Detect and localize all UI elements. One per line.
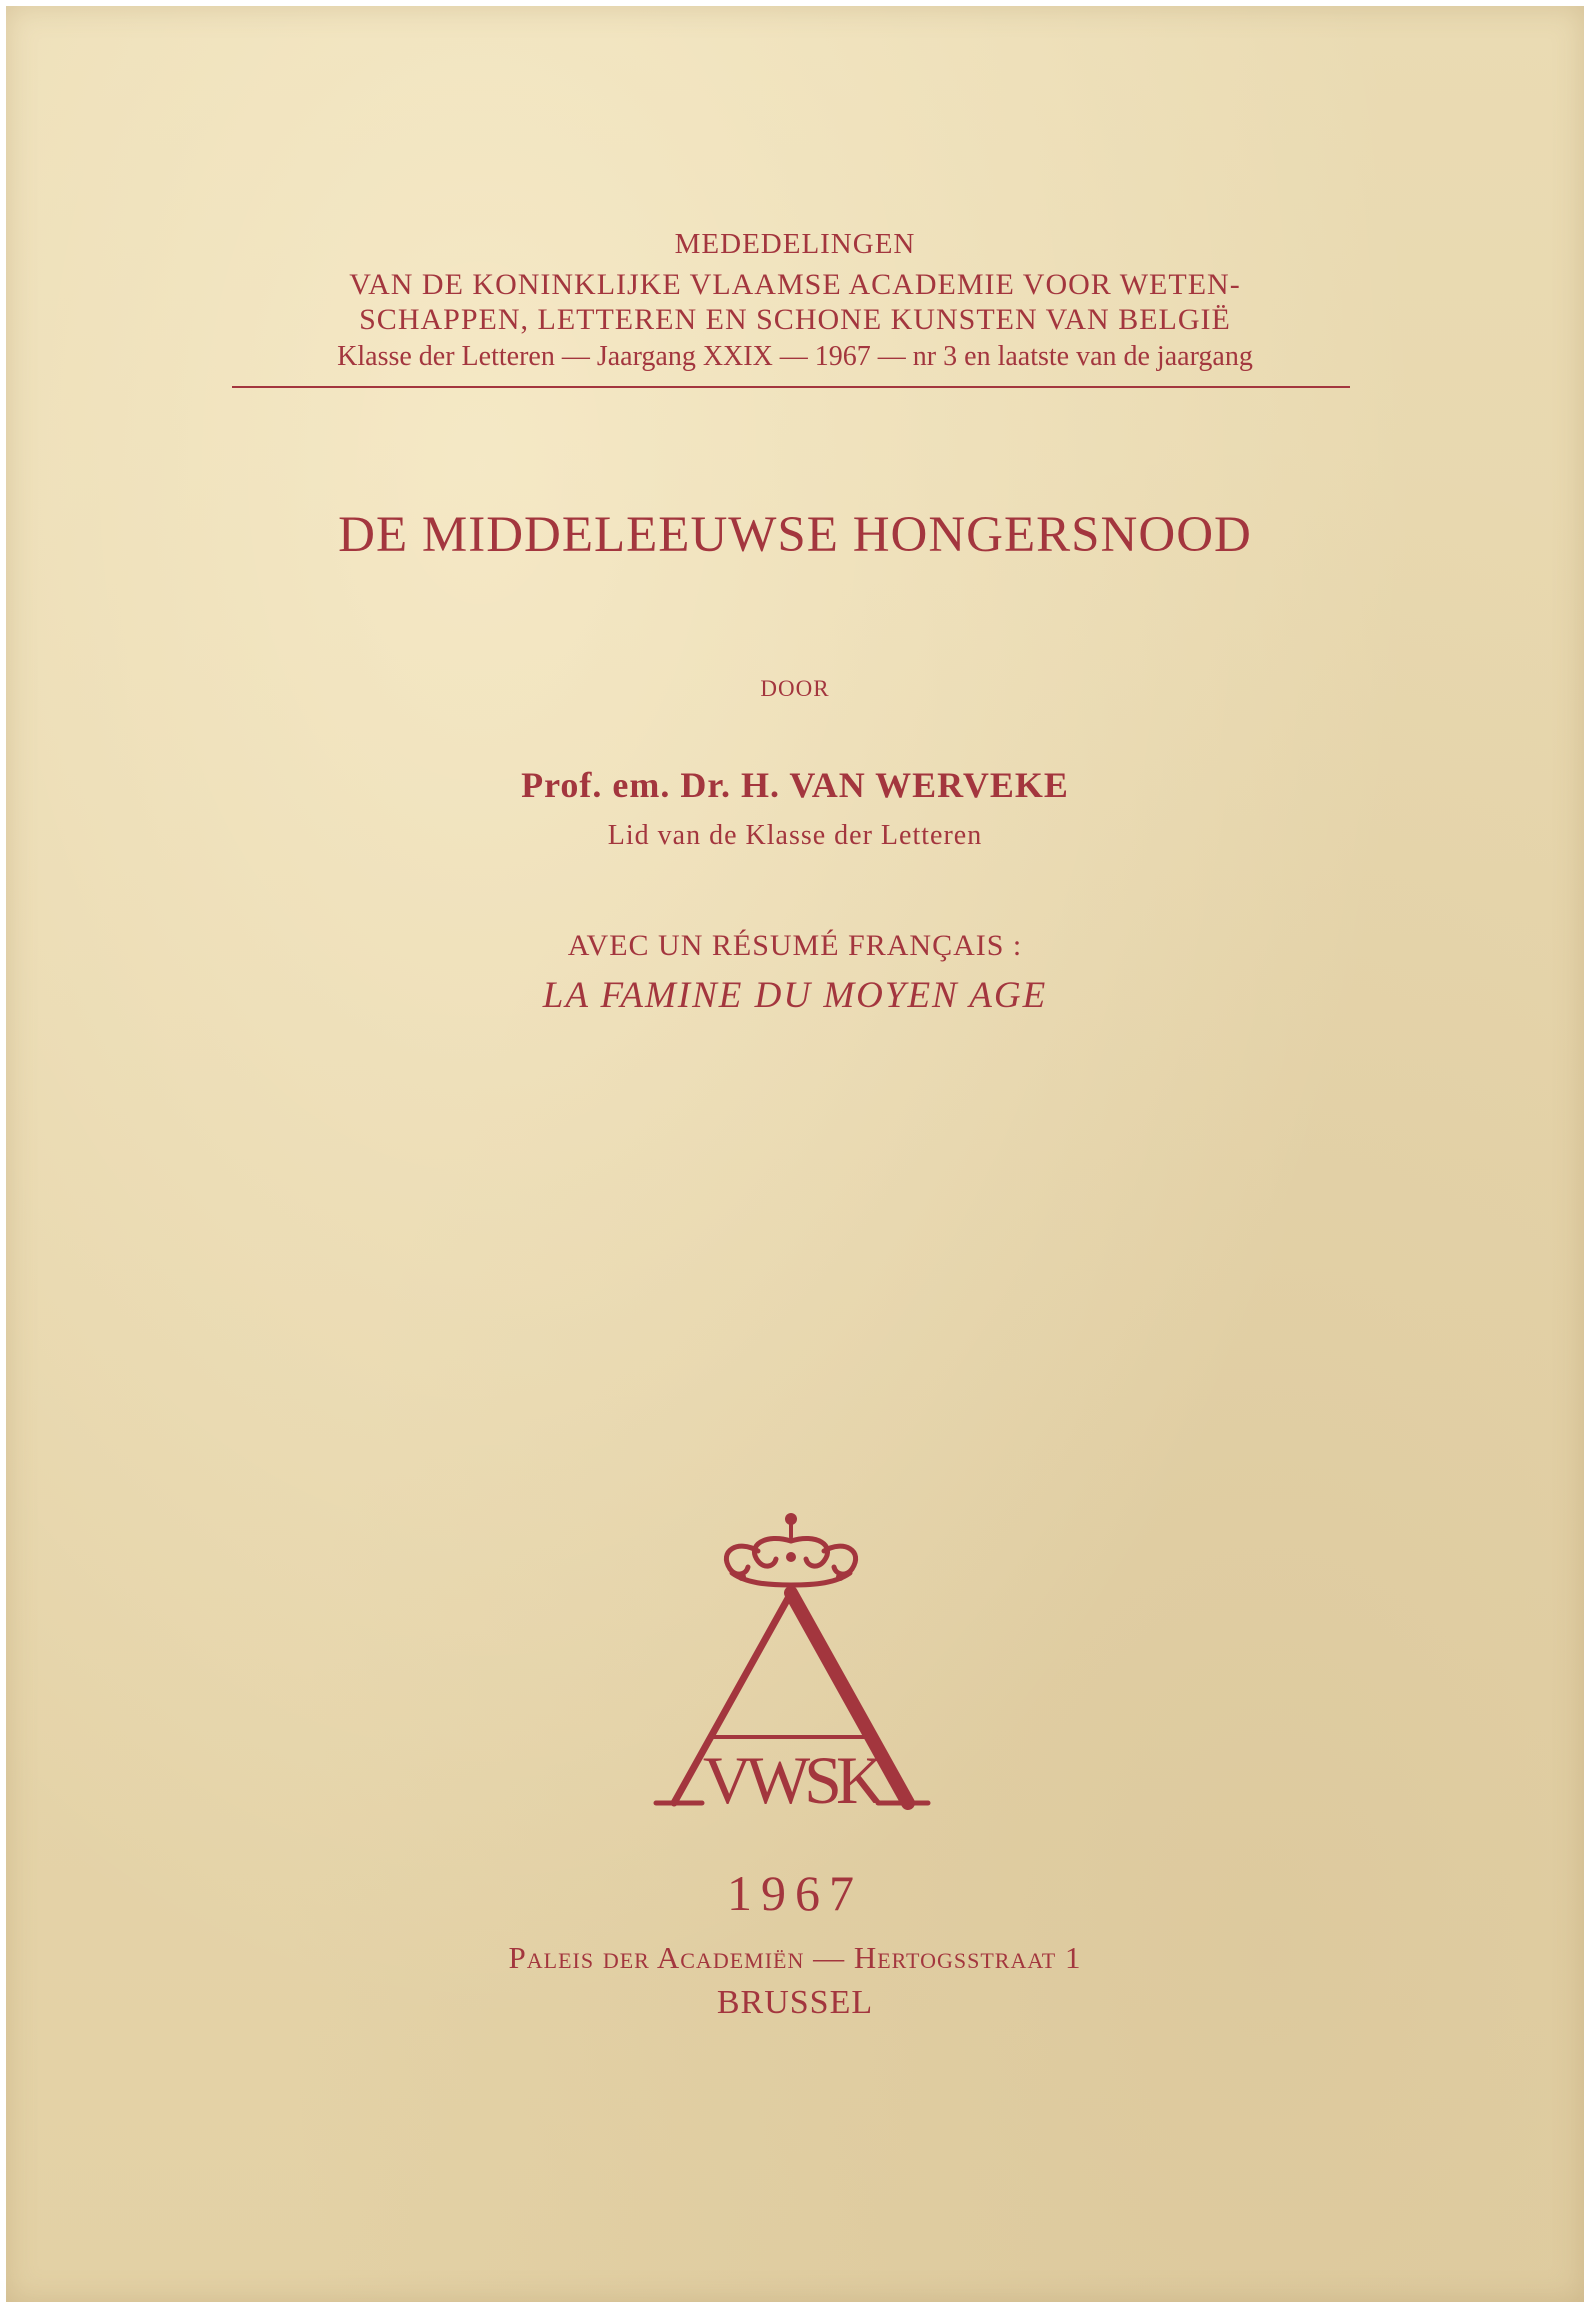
publisher-city: BRUSSEL — [716, 1984, 874, 2021]
summary-title: LA FAMINE DU MOYEN AGE — [542, 975, 1048, 1016]
publisher-address: Paleis der Academiën — Hertogsstraat 1 — [508, 1940, 1082, 1975]
class-volume-line: Klasse der Letteren — Jaargang XXIX — 1967 — nr 3 en laatste van de jaargang — [337, 341, 1253, 372]
series-label: MEDEDELINGEN — [674, 228, 916, 260]
page-title: DE MIDDELEEUWSE HONGERSNOOD — [338, 507, 1252, 563]
byline-label: DOOR — [760, 676, 830, 701]
book-cover — [6, 6, 1584, 2302]
academy-name-line-1: VAN DE KONINKLIJKE VLAAMSE ACADEMIE VOOR WETEN- — [349, 268, 1241, 301]
summary-label: AVEC UN RÉSUMÉ FRANÇAIS : — [567, 929, 1023, 962]
academy-crown-monogram-icon — [646, 1511, 936, 1831]
publication-year: 1967 — [727, 1865, 863, 1921]
academy-name-line-2: SCHAPPEN, LETTEREN EN SCHONE KUNSTEN VAN BELGIË — [359, 303, 1231, 336]
header-divider — [232, 386, 1350, 388]
author-role: Lid van de Klasse der Letteren — [607, 820, 983, 851]
author-name: Prof. em. Dr. H. VAN WERVEKE — [521, 765, 1069, 805]
monogram-letters: VWSK — [702, 1742, 880, 1818]
